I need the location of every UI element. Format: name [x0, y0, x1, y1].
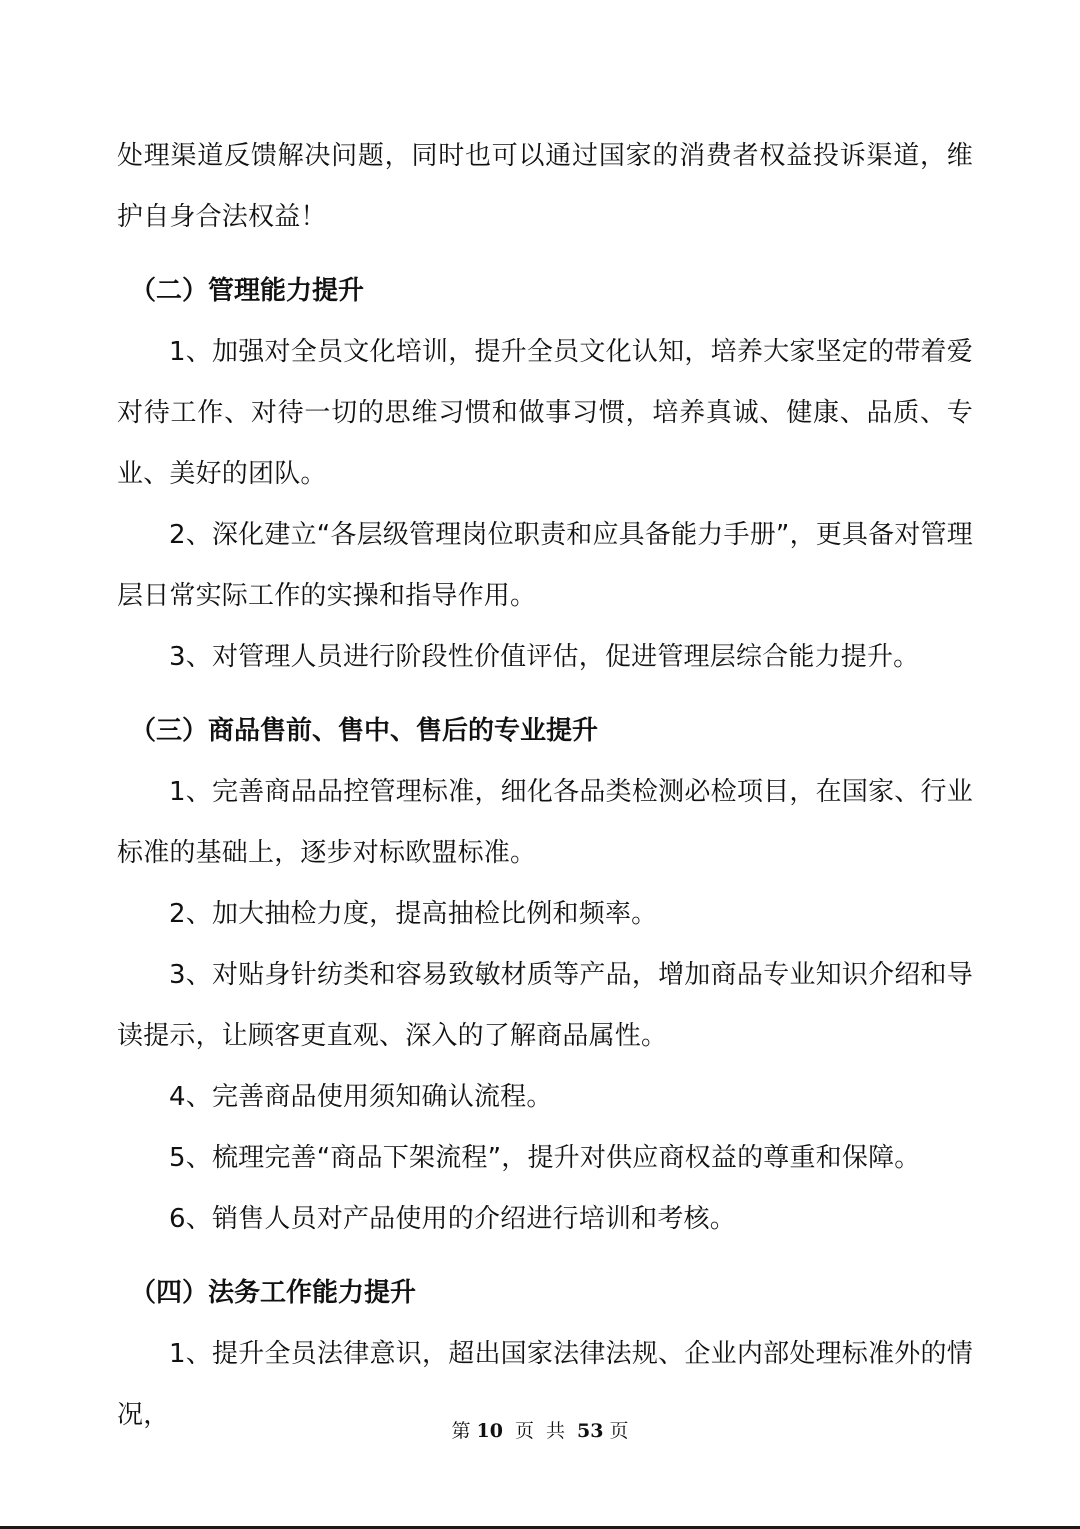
- list-item: 5、梳理完善“商品下架流程”，提升对供应商权益的尊重和保障。: [169, 1143, 921, 1173]
- total-page-number: 53: [577, 1420, 604, 1442]
- footer-suffix: 页: [609, 1420, 629, 1442]
- list-item: 3、对贴身针纺类和容易致敏材质等产品，增加商品专业知识介绍和导读提示，让顾客更直观、深入的了解商品属性。: [117, 960, 973, 1051]
- page-content: [117, 126, 973, 1446]
- list-item: 4、完善商品使用须知确认流程。: [169, 1082, 553, 1112]
- footer-page-word: 页: [514, 1420, 534, 1442]
- list-item: 1、提升全员法律意识，超出国家法律法规、企业内部处理标准外的情况，: [117, 1339, 973, 1430]
- paragraph-continuation: 处理渠道反馈解决问题，同时也可以通过国家的消费者权益投诉渠道，维护自身合法权益！: [117, 141, 973, 232]
- footer-total-word: 共: [546, 1420, 566, 1442]
- footer-prefix: 第: [451, 1420, 471, 1442]
- list-item: 6、销售人员对产品使用的介绍进行培训和考核。: [169, 1204, 736, 1234]
- current-page-number: 10: [476, 1420, 503, 1442]
- list-item: 1、完善商品品控管理标准，细化各品类检测必检项目，在国家、行业标准的基础上，逐步对标欧盟标准。: [117, 777, 973, 868]
- list-item: 2、深化建立“各层级管理岗位职责和应具备能力手册”，更具备对管理层日常实际工作的实操和指导作用。: [117, 520, 973, 611]
- list-item: 1、加强对全员文化培训，提升全员文化认知，培养大家坚定的带着爱对待工作、对待一切的思维习惯和做事习惯，培养真诚、健康、品质、专业、美好的团队。: [117, 337, 973, 489]
- section-heading-product: （三）商品售前、售中、售后的专业提升: [130, 716, 599, 746]
- list-item: 3、对管理人员进行阶段性价值评估，促进管理层综合能力提升。: [169, 642, 920, 672]
- list-item: 2、加大抽检力度，提高抽检比例和频率。: [169, 899, 658, 929]
- section-heading-management: （二）管理能力提升: [130, 276, 365, 306]
- section-heading-legal: （四）法务工作能力提升: [130, 1278, 417, 1308]
- page-footer: [0, 1414, 1080, 1448]
